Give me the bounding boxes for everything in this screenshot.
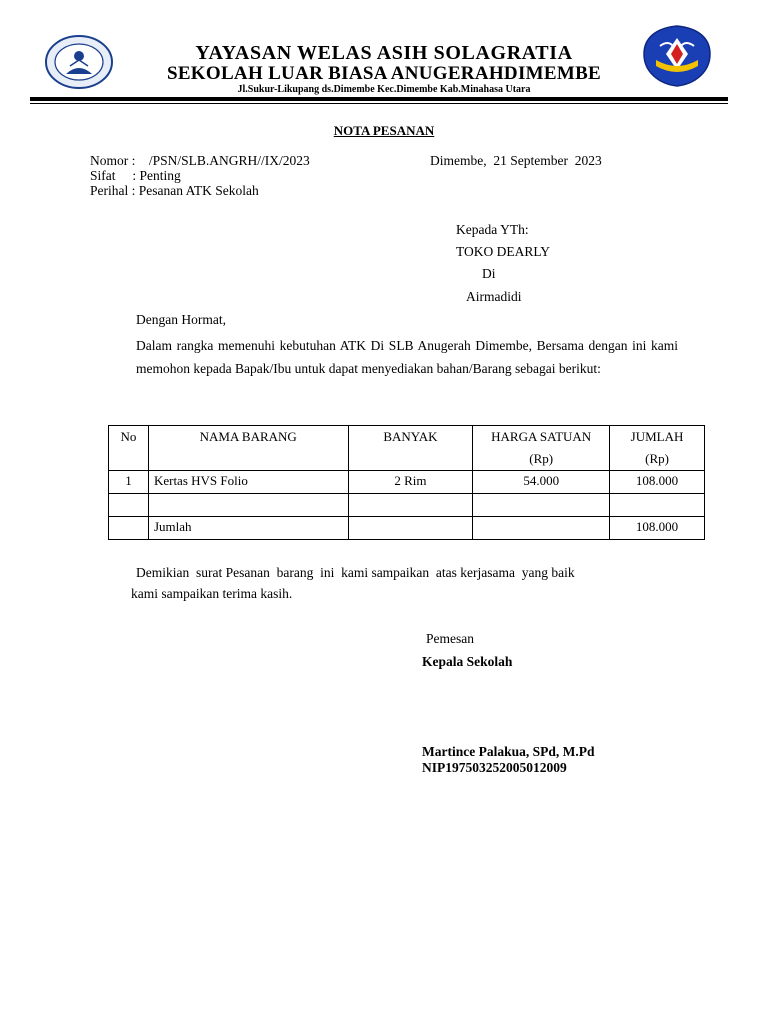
sum-label: Jumlah (148, 517, 348, 540)
greeting: Dengan Hormat, (136, 312, 226, 327)
cell-no: 1 (109, 471, 149, 494)
document-title: NOTA PESANAN (333, 123, 435, 138)
cell-unit-price (473, 494, 610, 517)
recipient-salutation: Kepada YTh: (456, 222, 529, 237)
header-thin-rule (30, 103, 728, 104)
cell-total: 108.000 (610, 471, 705, 494)
header-total (610, 426, 705, 471)
cell-item-name: Kertas HVS Folio (148, 471, 348, 494)
cell-no (109, 494, 149, 517)
table-row (109, 471, 705, 494)
header-total-label: JUMLAH (630, 429, 684, 444)
signature-role-principal: Kepala Sekolah (422, 654, 513, 669)
cell-total (610, 494, 705, 517)
cell-item-name (148, 494, 348, 517)
signature-name: Martince Palakua, SPd, M.Pd (422, 744, 595, 759)
table-sum-row (109, 517, 705, 540)
sum-value: 108.000 (610, 517, 705, 540)
letter-number: Nomor : /PSN/SLB.ANGRH//IX/2023 (90, 153, 310, 168)
header-no: No (109, 426, 149, 471)
school-address: Jl.Sukur-Likupang ds.Dimembe Kec.Dimembe Kab.Minahasa Utara (237, 84, 531, 95)
cell-empty (473, 517, 610, 540)
school-name: SEKOLAH LUAR BIASA ANUGERAHDIMEMBE (166, 63, 602, 84)
letter-subject: Perihal : Pesanan ATK Sekolah (90, 183, 259, 198)
signature-nip: NIP197503252005012009 (422, 760, 567, 775)
cell-empty (348, 517, 473, 540)
table-row (109, 494, 705, 517)
recipient-name: TOKO DEARLY (456, 244, 551, 259)
header-unit-price-label: HARGA SATUAN (491, 429, 592, 444)
closing-line-1: Demikian surat Pesanan barang ini kami sampaikan atas kerjasama yang baik (136, 565, 575, 580)
header-unit-price-unit: (Rp) (529, 451, 554, 466)
signature-role-orderer: Pemesan (426, 631, 474, 646)
table-header-row (109, 426, 705, 471)
header-item-name: NAMA BARANG (148, 426, 348, 471)
cell-quantity (348, 494, 473, 517)
letter-place-date: Dimembe, 21 September 2023 (430, 153, 602, 168)
recipient-city: Airmadidi (466, 289, 522, 304)
header-quantity: BANYAK (348, 426, 473, 471)
order-table (108, 425, 705, 540)
cell-unit-price: 54.000 (473, 471, 610, 494)
header-thick-rule (30, 97, 728, 101)
cell-empty (109, 517, 149, 540)
recipient-at: Di (482, 266, 496, 281)
letter-nature: Sifat : Penting (90, 168, 181, 183)
cell-quantity: 2 Rim (348, 471, 473, 494)
closing-line-2: kami sampaikan terima kasih. (131, 586, 293, 601)
header-unit-price (473, 426, 610, 471)
org-name: YAYASAN WELAS ASIH SOLAGRATIA (195, 42, 573, 64)
letter-body: Dalam rangka memenuhi kebutuhan ATK Di SLB Anugerah Dimembe, Bersama dengan ini kami memohon kepada Bapak/Ibu untuk dapat menyediakan bahan/Barang sebagai berikut: (136, 338, 678, 376)
header-total-unit: (Rp) (645, 451, 669, 466)
